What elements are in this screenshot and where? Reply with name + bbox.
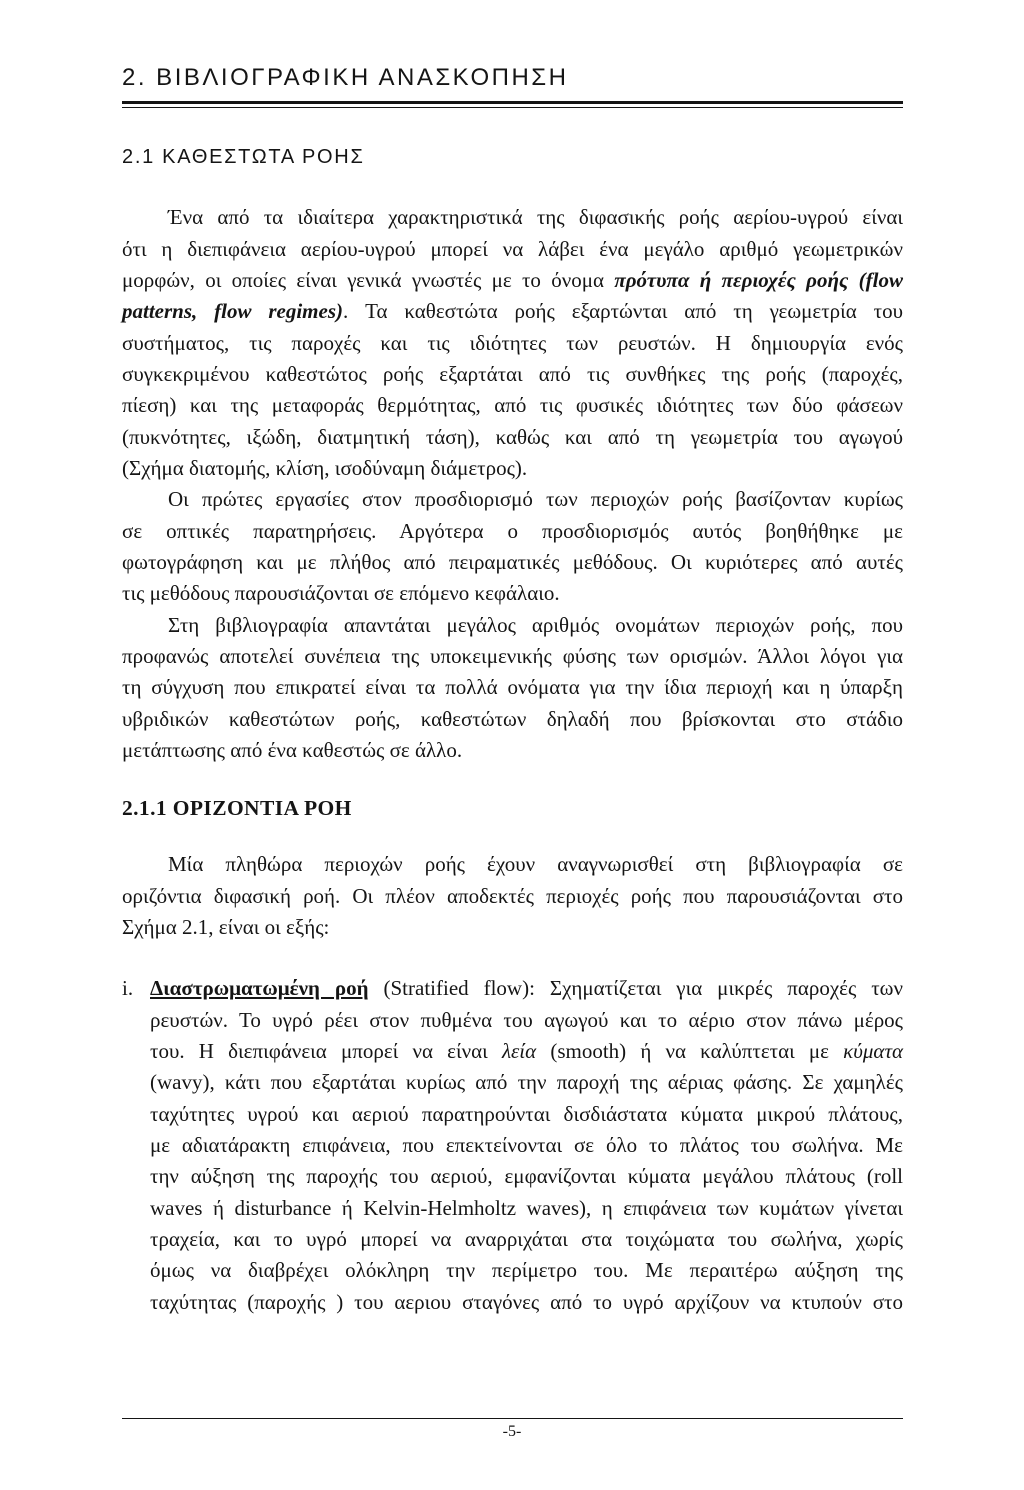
body-line: προφανώς αποτελεί συνέπεια της υποκειμενικής φύσης των ορισμών. Άλλοι λόγοι για [122,644,903,669]
list-marker: i. [122,976,134,1001]
body-line: τραχεία, και το υγρό μπορεί να αναρριχάται στα τοιχώματα του σωλήνα, χωρίς [150,1227,903,1252]
body-line: την αύξηση της παροχής του αεριού, εμφανίζονται κύματα μεγάλου πλάτους (roll [150,1164,903,1189]
body-line: τη σύγχυση που επικρατεί είναι τα πολλά ονόματα για την ίδια περιοχή και η ύπαρξη [122,675,903,700]
body-line: Ένα από τα ιδιαίτερα χαρακτηριστικά της διφασικής ροής αερίου-υγρού είναι [168,205,903,230]
body-line: Σχήμα 2.1, είναι οι εξής: [122,914,330,939]
body-line: waves ή disturbance ή Kelvin-Helmholtz waves), η επιφάνεια των κυμάτων γίνεται [150,1195,903,1220]
body-text-segment: μορφών, οι οποίες είναι γενικά γνωστές με το όνομα [122,267,615,292]
body-line: οριζόντια διφασική ροή. Οι πλέον αποδεκτές περιοχές ροής που παρουσιάζονται στο [122,883,903,908]
body-line: (πυκνότητες, ιξώδη, διατμητική τάση), καθώς και από τη γεωμετρία του αγωγού [122,424,903,449]
emphasis-term: patterns, flow regimes) [122,299,343,324]
flow-regime-list [122,973,903,1318]
body-line: πίεση) και της μεταφοράς θερμότητας, από τις φυσικές ιδιότητες των δύο φάσεων [122,393,903,418]
body-line: (wavy), κάτι που εξαρτάται κυρίως από την παροχή της αέριας φάσης. Σε χαμηλές [150,1070,903,1095]
list-item-body [150,973,903,1318]
chapter-heading: 2. ΒΙΒΛΙΟΓΡΑΦΙΚΗ ΑΝΑΣΚΟΠΗΣΗ [122,64,569,91]
heading-double-rule-top [122,101,903,104]
emphasis-term: κύματα [843,1038,903,1063]
body-line: Οι πρώτες εργασίες στον προσδιορισμό των περιοχών ροής βασίζονταν κυρίως [168,487,903,512]
list-item-stratified-flow [122,973,903,1318]
body-line: συστήματος, τις παροχές και τις ιδιότητες των ρευστών. Η δημιουργία ενός [122,330,903,355]
body-text-segment: . Τα καθεστώτα ροής εξαρτώνται από τη γεωμετρία του [343,299,904,324]
emphasis-term: Διαστρωματωμένη ροή [150,976,369,1001]
section-2-1-body [122,202,903,766]
body-line: όμως να διαβρέχει ολόκληρη την περίμετρο του. Με περαιτέρω αύξηση της [150,1258,903,1283]
section-2-1-1-intro [122,849,903,943]
body-line: Στη βιβλιογραφία απαντάται μεγάλος αριθμός ονομάτων περιοχών ροής, που [168,612,903,637]
paragraph-early-studies [122,484,903,609]
body-line: ρευστών. Το υγρό ρέει στον πυθμένα του αγωγού και το αέριο στον πάνω μέρος [150,1007,903,1032]
body-line [150,973,903,1004]
body-line: φωτογράφηση και με πλήθος από πειραματικές μεθόδους. Οι κυριότερες από αυτές [122,550,903,575]
body-line [150,1036,903,1067]
body-line: με αδιατάρακτη επιφάνεια, που επεκτείνονται σε όλο το πλάτος του σωλήνα. Με [150,1133,903,1158]
paragraph-naming-confusion [122,610,903,767]
body-line: υβριδικών καθεστώτων ροής, καθεστώτων δηλαδή που βρίσκονται στο στάδιο [122,706,903,731]
body-line: σε οπτικές παρατηρήσεις. Αργότερα ο προσδιορισμός αυτός βοηθήθηκε με [122,518,903,543]
body-line [122,265,903,296]
body-line: συγκεκριμένου καθεστώτος ροής εξαρτάται από τις συνθήκες της ροής (παροχές, [122,362,903,387]
body-line: (Σχήμα διατομής, κλίση, ισοδύναμη διάμετρος). [122,456,528,481]
body-line [122,296,903,327]
body-line: Μία πληθώρα περιοχών ροής έχουν αναγνωρισθεί στη βιβλιογραφία σε [168,852,903,877]
section-heading-2-1: 2.1 ΚΑΘΕΣΤΩΤΑ ΡΟΗΣ [122,146,365,168]
body-line: τις μεθόδους παρουσιάζονται σε επόμενο κεφάλαιο. [122,581,560,606]
body-line: ταχύτητας (παροχής ) του αεριου σταγόνες από το υγρό αρχίζουν να κτυπούν στο [150,1289,903,1314]
body-line: μετάπτωσης από ένα καθεστώς σε άλλο. [122,738,463,763]
heading-double-rule-bottom [122,107,903,108]
footer-rule [122,1418,903,1419]
paragraph-horizontal-flow-intro [122,849,903,943]
body-line: ότι η διεπιφάνεια αερίου-υγρού μπορεί να λάβει ένα μεγάλο αριθμό γεωμετρικών [122,236,903,261]
section-heading-2-1-1: 2.1.1 ΟΡΙΖΟΝΤΙΑ ΡΟΗ [122,796,352,820]
emphasis-term: πρότυπα ή περιοχές ροής (flow [614,267,903,292]
emphasis-term: λεία [501,1038,537,1063]
body-text-segment: (smooth) ή να καλύπτεται με [536,1038,844,1063]
page-number: -5- [502,1423,522,1440]
body-line: ταχύτητες υγρού και αεριού παρατηρούνται δισδιάστατα κύματα μικρού πλάτους, [150,1101,903,1126]
paragraph-flow-regimes-intro [122,202,903,484]
body-text-segment: του. Η διεπιφάνεια μπορεί να είναι [150,1038,502,1063]
body-text-segment: (Stratified flow): Σχηματίζεται για μικρές παροχές των [368,976,903,1001]
